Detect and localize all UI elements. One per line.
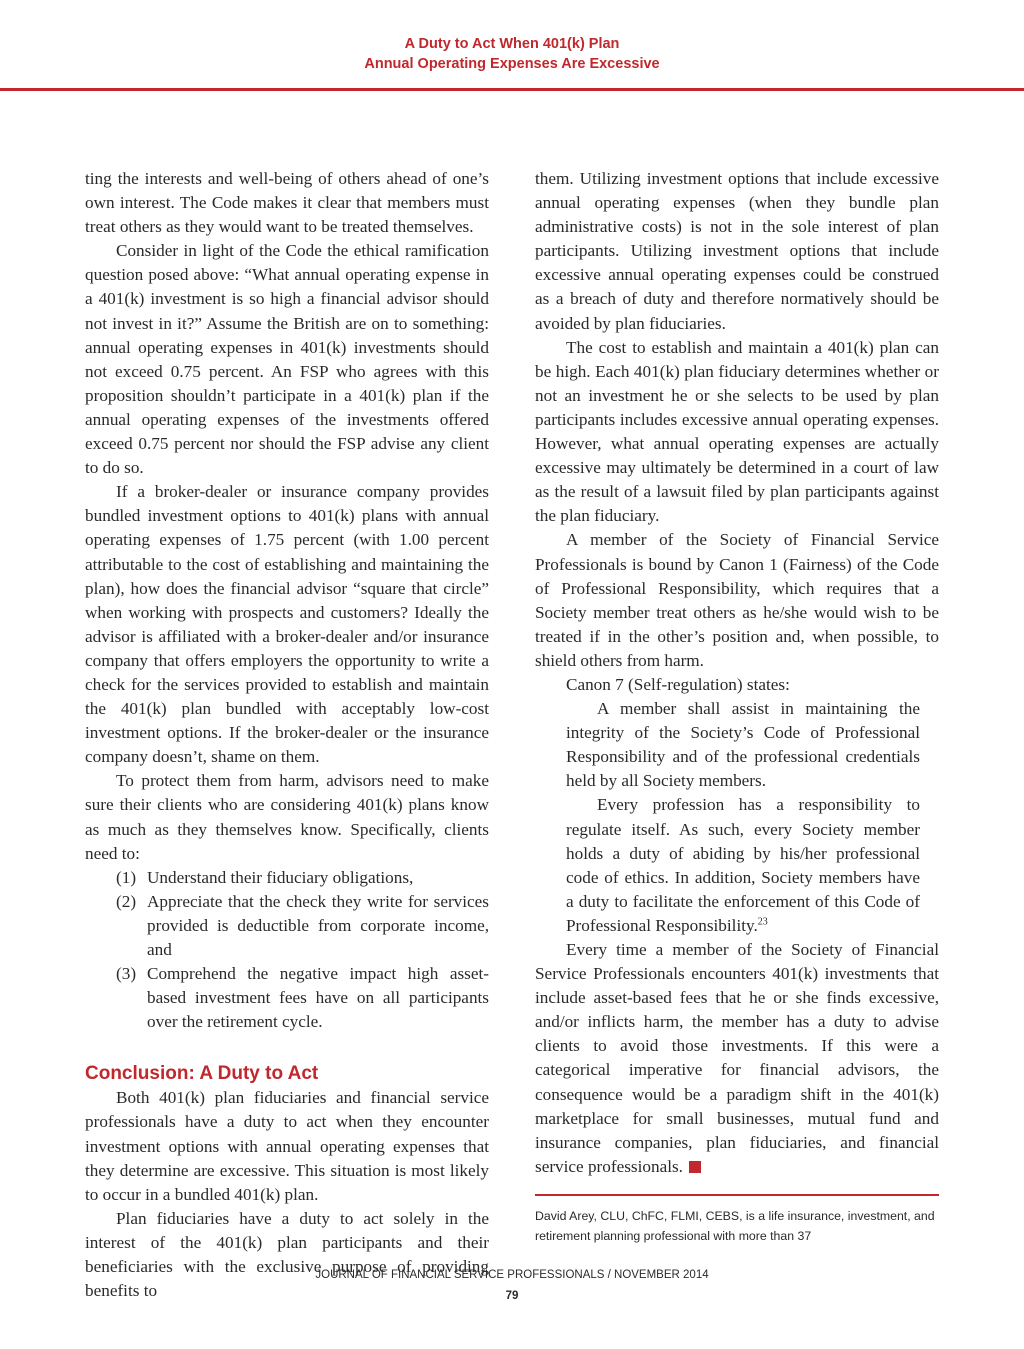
journal-footer: JOURNAL OF FINANCIAL SERVICE PROFESSIONALS / NOVEMBER 2014 [315, 1269, 709, 1281]
left-paragraph-4: To protect them from harm, advisors need to make sure their clients who are considering 401(k) plans know as much as they themselves know. Specifically, clients need to: [85, 771, 489, 863]
header-divider [0, 88, 1024, 91]
quote-paragraph-2 [566, 793, 920, 938]
list-item [85, 866, 489, 890]
running-header-line-1: A Duty to Act When 401(k) Plan [404, 36, 620, 52]
running-header [0, 34, 1024, 74]
left-column [85, 167, 489, 1303]
running-header-line-2: Annual Operating Expenses Are Excessive [364, 56, 660, 72]
list-item [85, 890, 489, 962]
right-paragraph-5 [535, 938, 939, 1179]
left-paragraph-2: Consider in light of the Code the ethical ramification question posed above: “What annual operating expense in a 401(k) investment is so high a financial advisor should not invest in it?” Assume the British are on to something: annual operating expenses in 401(k) investments should not exceed 0.75 percent. An FSP who agrees with this proposition shouldn’t participate in a 401(k) plan if the annual operating expenses of the investments offered exceed 0.75 percent nor should the FSP advise any client to do so. [85, 241, 489, 478]
quote-paragraph-2-text: Every profession has a responsibility to regulate itself. As such, every Society member holds a duty of abiding by his/her professional code of ethics. In addition, Society members have a duty to facilitate the enforcement of this Code of Professional Responsibility. [566, 795, 920, 935]
left-paragraph-5: Both 401(k) plan fiduciaries and financial service professionals have a duty to act when they encounter investment options with annual operating expenses that they determine are excessive. This situation is most likely to occur in a bundled 401(k) plan. [85, 1088, 489, 1204]
author-bio: David Arey, CLU, ChFC, FLMI, CEBS, is a life insurance, investment, and retirement planning professional with more than 37 [535, 1208, 935, 1243]
right-column [535, 167, 939, 1246]
right-paragraph-1: them. Utilizing investment options that include excessive annual operating expenses (when they bundle plan administrative costs) is not in the sole interest of plan participants. Utilizing investment options that include excessive annual operating expenses could be construed as a breach of duty and therefore normatively should be avoided by plan fiduciaries. [535, 169, 939, 333]
list-item-text: Comprehend the negative impact high asset-based investment fees have on all participants over the retirement cycle. [147, 964, 489, 1032]
end-of-article-mark [689, 1161, 701, 1173]
right-paragraph-3: A member of the Society of Financial Service Professionals is bound by Canon 1 (Fairness) of the Code of Professional Responsibility, which requires that a Society member treat others as he/she would wish to be treated if in the other’s position and, when possible, to shield others from harm. [535, 530, 939, 670]
footnote-reference: 23 [757, 916, 768, 928]
quote-paragraph-1: A member shall assist in maintaining the integrity of the Society’s Code of Professional Responsibility and of the professional credentials held by all Society members. [566, 699, 920, 791]
list-item-number: (3) [116, 964, 137, 984]
list-item-text: Appreciate that the check they write for services provided is deductible from corporate income, and [147, 891, 489, 959]
page-number: 79 [505, 1290, 519, 1302]
section-heading-conclusion: Conclusion: A Duty to Act [85, 1063, 319, 1085]
left-paragraph-1: ting the interests and well-being of others ahead of one’s own interest. The Code makes it clear that members must treat others as they would want to be treated themselves. [85, 169, 489, 237]
right-paragraph-2: The cost to establish and maintain a 401(k) plan can be high. Each 401(k) plan fiduciary determines whether or not an investment he or she selects to be used by plan participants includes excessive annual operating expenses. However, what annual operating expenses are actually excessive may ultimately be determined in a court of law as the result of a lawsuit filed by plan participants against the plan fiduciary. [535, 337, 939, 526]
client-needs-list [85, 866, 489, 1035]
canon-7-quote [535, 697, 939, 938]
left-paragraph-6: Plan fiduciaries have a duty to act solely in the interest of the 401(k) plan participants and their beneficiaries with the exclusive purpose of providing benefits to [85, 1208, 489, 1301]
left-paragraph-3: If a broker-dealer or insurance company provides bundled investment options to 401(k) plans with annual operating expenses of 1.75 percent (with 1.00 percent attributable to the cost of establishing and maintaining the plan), how does the financial advisor “square that circle” when working with prospects and customers? Ideally the advisor is affiliated with a broker-dealer and/or insurance company that offers employers the opportunity to write a check for the services provided to establish and maintain the 401(k) plan bundled with acceptably low-cost investment options. If the broker-dealer or the insurance company doesn’t, shame on them. [85, 482, 489, 767]
list-item [85, 962, 489, 1034]
list-item-number: (1) [116, 867, 137, 887]
list-item-number: (2) [116, 891, 137, 911]
right-paragraph-5-text: Every time a member of the Society of Financial Service Professionals encounters 401(k) investments that include asset-based fees that he or she finds excessive, and/or inflicts harm, the member has a duty to advise clients to avoid those investments. If this were a categorical imperative for financial advisors, the consequence would be a paradigm shift in the 401(k) marketplace for small businesses, mutual fund and insurance companies, plan fiduciaries, and financial service professionals. [535, 940, 939, 1176]
list-item-text: Understand their fiduciary obligations, [147, 867, 414, 887]
right-paragraph-4: Canon 7 (Self-regulation) states: [566, 674, 790, 694]
bio-divider [535, 1194, 939, 1196]
